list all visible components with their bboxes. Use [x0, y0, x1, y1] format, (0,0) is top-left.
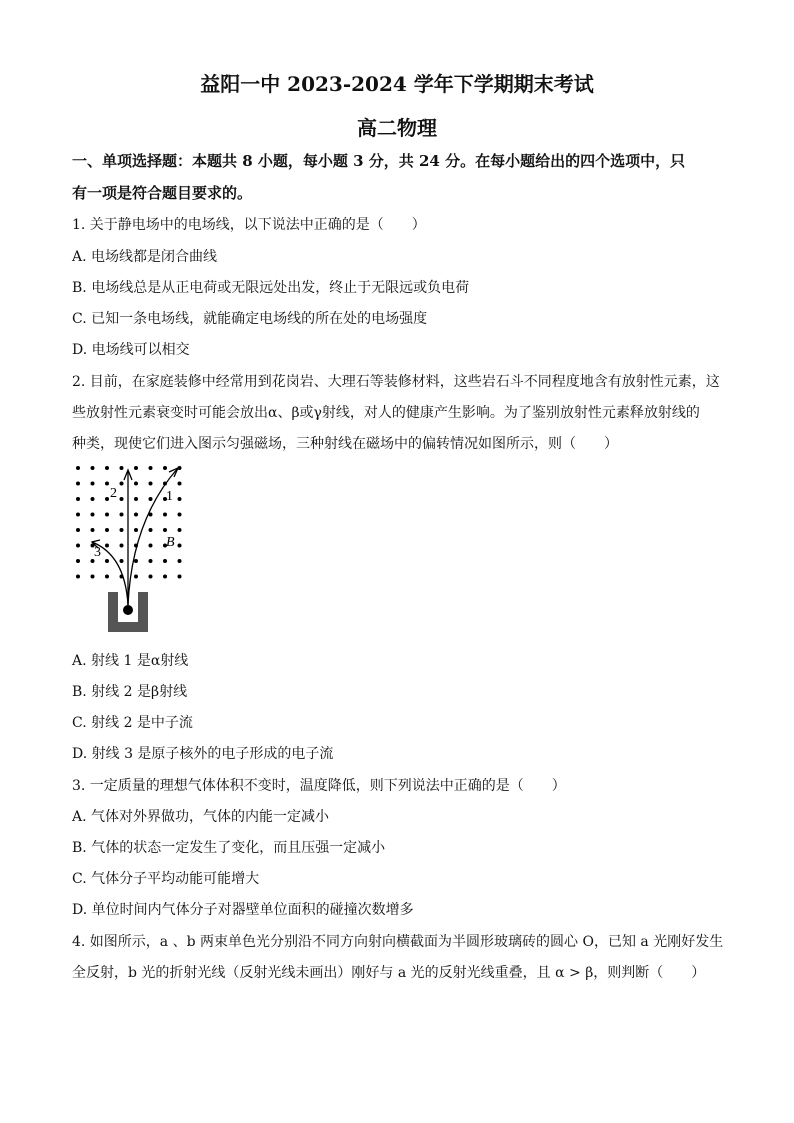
q2-stem-line2: 些放射性元素衰变时可能会放出α、β或γ射线，对人的健康产生影响。为了鉴别放射性元素释放射线的 [72, 405, 700, 421]
field-dot [163, 528, 167, 532]
q1-option-c: C. 已知一条电场线，就能确定电场线的所在处的电场强度 [72, 311, 428, 327]
field-dot [76, 544, 80, 548]
source-dot [123, 605, 133, 615]
field-dot [120, 466, 124, 470]
q3-option-b: B. 气体的状态一定发生了变化，而且压强一定减小 [72, 840, 386, 856]
q3-option-d: D. 单位时间内气体分子对器壁单位面积的碰撞次数增多 [72, 902, 414, 918]
q2-option-b: B. 射线 2 是β射线 [72, 684, 188, 700]
section-heading-line2: 有一项是符合题目要求的。 [72, 184, 253, 202]
q1-option-d: D. 电场线可以相交 [72, 342, 190, 358]
q3-option-c: C. 气体分子平均动能可能增大 [72, 871, 260, 887]
field-dot [134, 575, 138, 579]
field-dot [178, 559, 182, 563]
field-dot [91, 528, 95, 532]
q3-stem: 3. 一定质量的理想气体体积不变时，温度降低，则下列说法中正确的是（ ） [72, 778, 566, 794]
field-dot [163, 466, 167, 470]
field-dot [120, 528, 124, 532]
field-dot [134, 528, 138, 532]
field-dot [76, 559, 80, 563]
field-dot [120, 513, 124, 517]
q1-option-a: A. 电场线都是闭合曲线 [72, 249, 218, 265]
q2-stem-line3: 种类，现使它们进入图示匀强磁场，三种射线在磁场中的偏转情况如图所示，则（ ） [72, 436, 618, 452]
q1-stem: 1. 关于静电场中的电场线，以下说法中正确的是（ ） [72, 217, 426, 233]
field-dot [163, 575, 167, 579]
field-dot [105, 559, 109, 563]
field-dot [76, 466, 80, 470]
field-dot [134, 559, 138, 563]
q2-option-c: C. 射线 2 是中子流 [72, 715, 193, 731]
field-dot [76, 575, 80, 579]
field-dot [134, 466, 138, 470]
field-dot [105, 482, 109, 486]
field-dot [105, 575, 109, 579]
field-dot [76, 528, 80, 532]
field-dot [178, 513, 182, 517]
field-dot [149, 528, 153, 532]
field-dot [149, 544, 153, 548]
ray-2-label: 2 [110, 486, 117, 501]
field-dot [149, 466, 153, 470]
field-dot [149, 559, 153, 563]
field-dot [178, 544, 182, 548]
field-dot [91, 497, 95, 501]
field-dot [91, 466, 95, 470]
magnetic-field-figure [70, 460, 190, 640]
exam-title: 益阳一中 2023-2024 学年下学期期末考试 [200, 72, 594, 96]
field-dot [76, 482, 80, 486]
field-dot [120, 497, 124, 501]
field-dot [134, 497, 138, 501]
field-dot [105, 466, 109, 470]
q4-stem-line2: 全反射，b 光的折射光线（反射光线未画出）刚好与 a 光的反射光线重叠，且 α > β，则判断（ ） [72, 965, 706, 981]
field-dot [134, 482, 138, 486]
field-dot [91, 513, 95, 517]
field-dot [76, 497, 80, 501]
field-dot [76, 513, 80, 517]
field-dot [149, 482, 153, 486]
field-dot [120, 544, 124, 548]
field-dot [163, 513, 167, 517]
q4-stem-line1: 4. 如图所示，a 、b 两束单色光分别沿不同方向射向横截面为半圆形玻璃砖的圆心 O，已知 a 光刚好发生 [72, 934, 724, 950]
ray-1-label: 1 [166, 489, 173, 504]
field-dot [105, 497, 109, 501]
field-dot [178, 497, 182, 501]
q2-stem-line1: 2. 目前，在家庭装修中经常用到花岗岩、大理石等装修材料，这些岩石斗不同程度地含有放射性元素，这 [72, 374, 720, 390]
field-dot [105, 528, 109, 532]
field-dot [120, 559, 124, 563]
section-heading-line1: 一、单项选择题：本题共 8 小题，每小题 3 分，共 24 分。在每小题给出的四个选项中，只 [72, 152, 686, 170]
field-dot [134, 513, 138, 517]
field-dot [120, 482, 124, 486]
exam-subject: 高二物理 [357, 116, 437, 140]
field-dot [163, 559, 167, 563]
q3-option-a: A. 气体对外界做功，气体的内能一定减小 [72, 809, 330, 825]
field-dot [178, 528, 182, 532]
field-dot [91, 482, 95, 486]
field-dot [91, 575, 95, 579]
q2-option-a: A. 射线 1 是α射线 [72, 653, 189, 669]
q1-option-b: B. 电场线总是从正电荷或无限远处出发，终止于无限远或负电荷 [72, 280, 470, 296]
field-dot [105, 544, 109, 548]
ray-3-label: 3 [94, 545, 101, 560]
field-b-label: B [166, 535, 175, 550]
field-dot [178, 482, 182, 486]
field-dot [149, 497, 153, 501]
field-dot [149, 575, 153, 579]
q2-option-d: D. 射线 3 是原子核外的电子形成的电子流 [72, 746, 334, 762]
field-dot [178, 575, 182, 579]
field-dot [105, 513, 109, 517]
